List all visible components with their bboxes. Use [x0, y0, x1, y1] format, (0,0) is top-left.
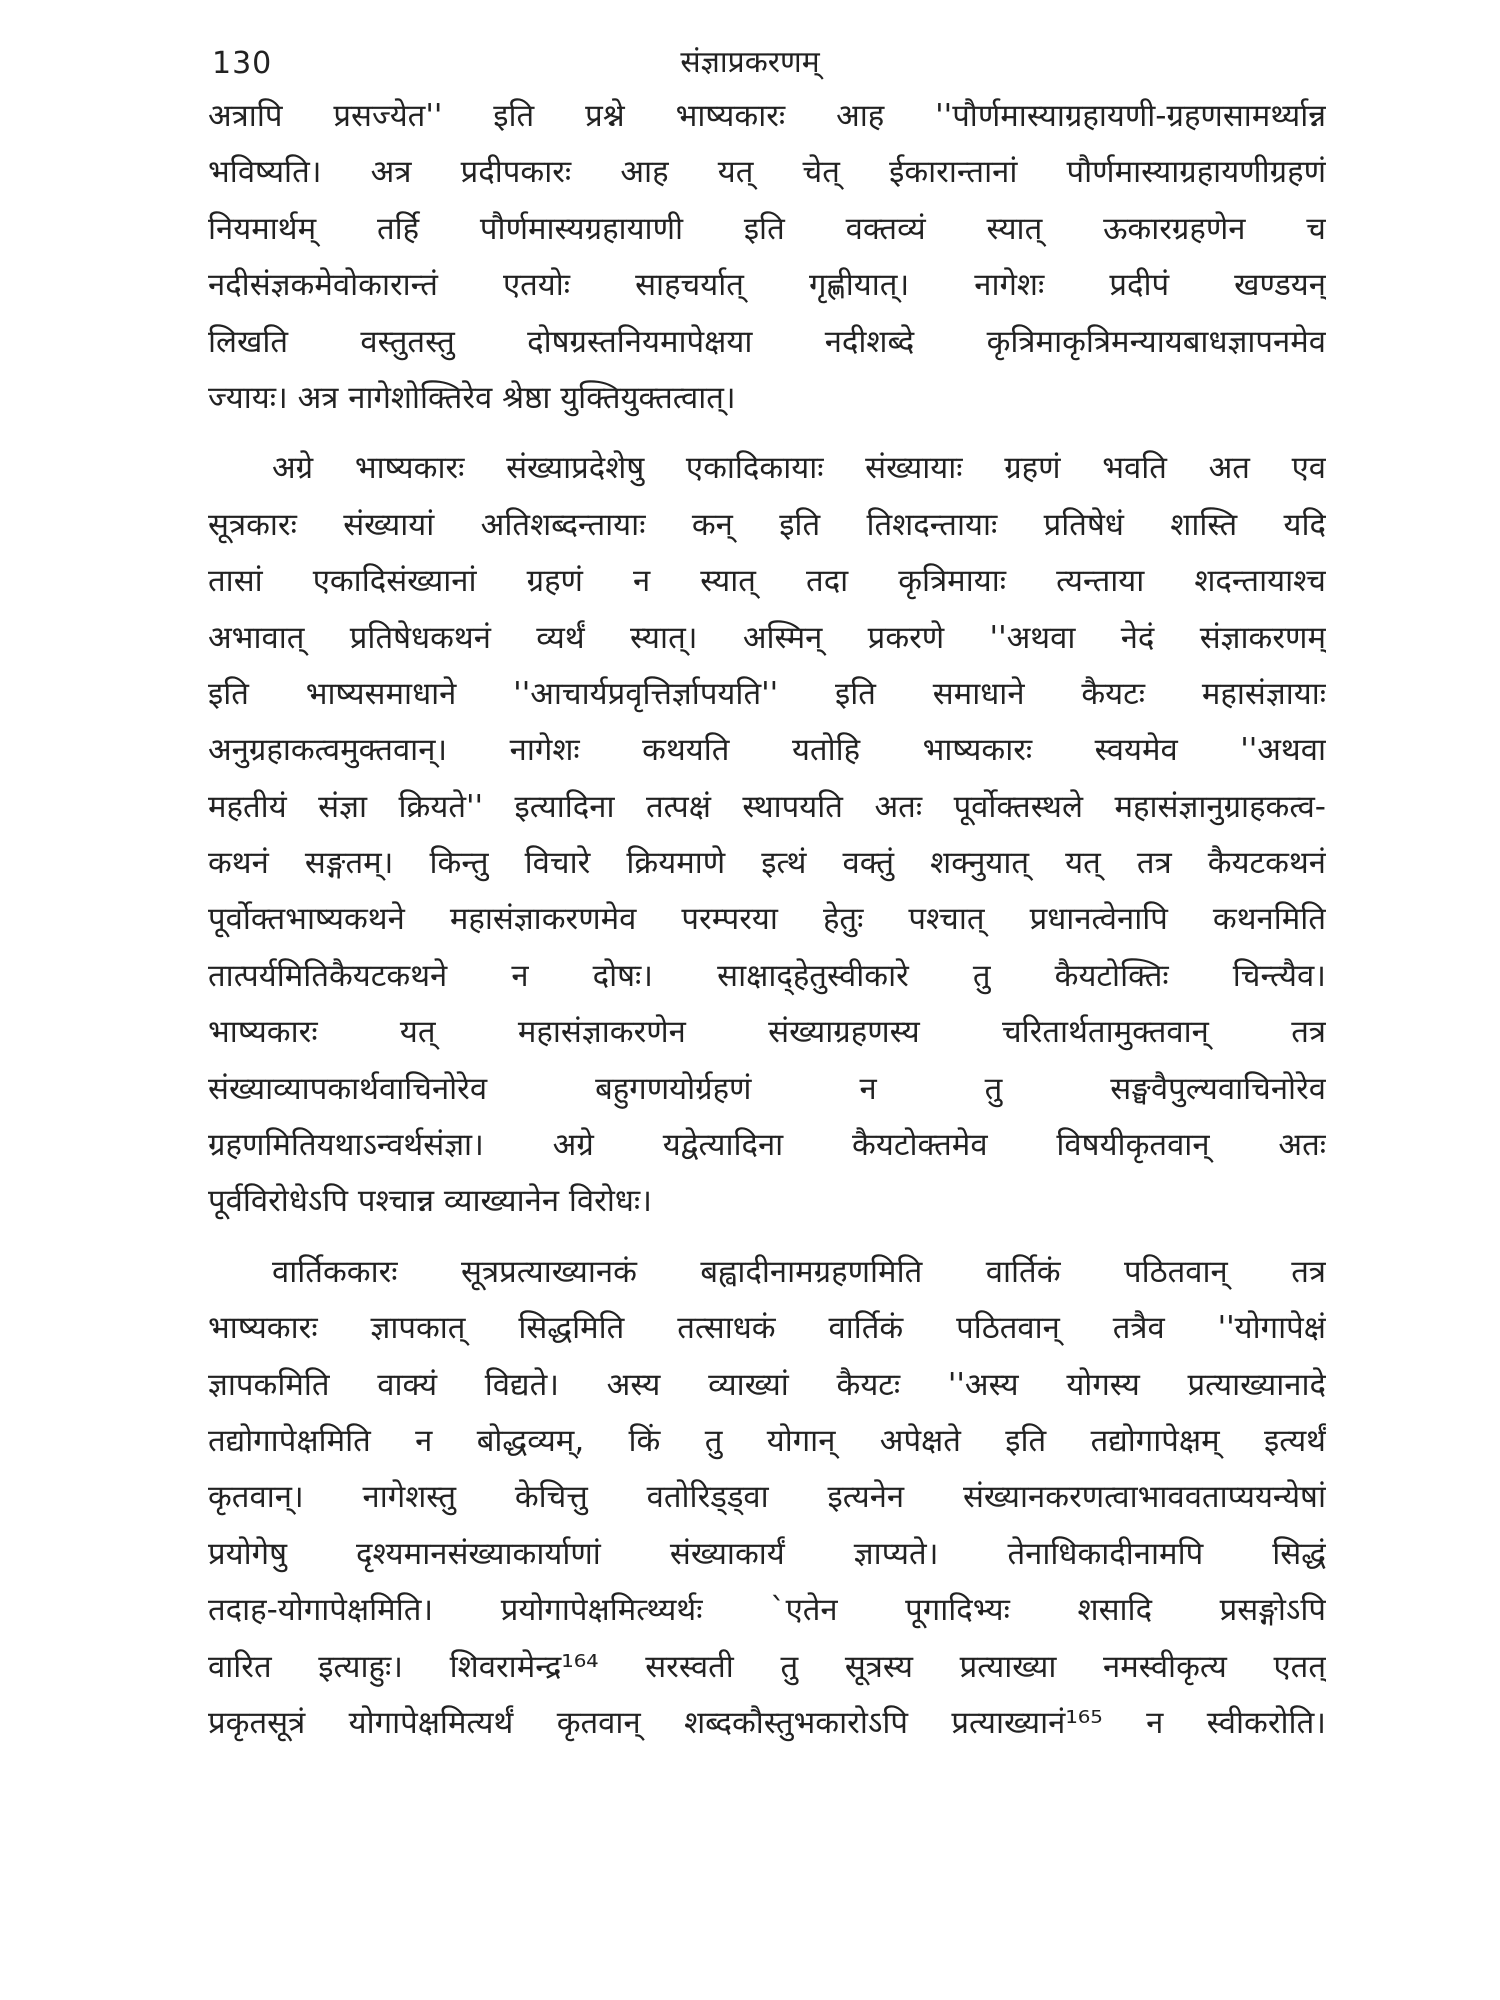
text-line: अनुग्रहाकत्वमुक्तवान्। नागेशः कथयति यतोहि भाष्यकारः स्वयमेव ''अथवा: [208, 732, 1326, 769]
paragraph-2: [208, 440, 1326, 1229]
paragraph-3: [208, 1244, 1326, 1752]
text-line: संख्याव्यापकार्थवाचिनोरेव बहुगणयोर्ग्रहणं न तु सङ्घवैपुल्यवाचिनोरेव: [208, 1070, 1326, 1107]
text-line: वार्तिककारः सूत्रप्रत्याख्यानकं बह्वादीनामग्रहणमिति वार्तिकं पठितवान् तत्र: [272, 1253, 1326, 1290]
text-line: इति भाष्यसमाधाने ''आचार्यप्रवृत्तिर्ज्ञापयति'' इति समाधाने कैयटः महासंज्ञायाः: [208, 675, 1326, 712]
text-line: अत्रापि प्रसज्येत'' इति प्रश्ने भाष्यकारः आह ''पौर्णमास्याग्रहायणी-ग्रहणसामर्थ्यान्न: [208, 98, 1326, 134]
text-line: महतीयं संज्ञा क्रियते'' इत्यादिना तत्पक्षं स्थापयति अतः पूर्वोक्तस्थले महासंज्ञानुग्राहकत्व-: [208, 788, 1326, 825]
text-line: भविष्यति। अत्र प्रदीपकारः आह यत् चेत् ईकारान्तानां पौर्णमास्याग्रहायणीग्रहणं: [208, 154, 1326, 191]
text-line: भाष्यकारः ज्ञापकात् सिद्धमिति तत्साधकं वार्तिकं पठितवान् तत्रैव ''योगापेक्षं: [208, 1310, 1326, 1347]
text-line: पूर्वविरोधेऽपि पश्चान्न व्याख्यानेन विरोधः।: [208, 1183, 652, 1220]
text-line: तात्पर्यमितिकैयटकथने न दोषः। साक्षाद्हेतुस्वीकारे तु कैयटोक्तिः चिन्त्यैव।: [208, 957, 1326, 994]
text-body: [208, 88, 1326, 1751]
text-line: तदाह-योगापेक्षमिति। प्रयोगापेक्षमित्थ्यर्थः `एतेन पूगादिभ्यः शसादि प्रसङ्गोऽपि: [208, 1592, 1326, 1629]
text-line: नदीसंज्ञकमेवोकारान्तं एतयोः साहचर्यात् गृह्णीयात्। नागेशः प्रदीपं खण्डयन्: [208, 267, 1326, 304]
text-line: कृतवान्। नागेशस्तु केचित्तु वतोरिड्ड्वा इत्यनेन संख्यानकरणत्वाभाववताप्ययन्येषां: [208, 1479, 1326, 1516]
text-line: प्रकृतसूत्रं योगापेक्षमित्यर्थं कृतवान् शब्दकौस्तुभकारोऽपि प्रत्याख्यानं¹⁶⁵ न स्वीकरोति।: [208, 1704, 1326, 1741]
text-line: तद्योगापेक्षमिति न बोद्धव्यम्, किं तु योगान् अपेक्षते इति तद्योगापेक्षम् इत्यर्थं: [208, 1422, 1326, 1459]
page-header: [0, 0, 1500, 100]
paragraph-1: [208, 88, 1326, 426]
text-line: भाष्यकारः यत् महासंज्ञाकरणेन संख्याग्रहणस्य चरितार्थतामुक्तवान् तत्र: [208, 1014, 1326, 1051]
text-line: पूर्वोक्तभाष्यकथने महासंज्ञाकरणमेव परम्परया हेतुः पश्चात् प्रधानत्वेनापि कथनमिति: [208, 901, 1326, 938]
text-line: वारित इत्याहुः। शिवरामेन्द्र¹⁶⁴ सरस्वती तु सूत्रस्य प्रत्याख्या नमस्वीकृत्य एतत्: [208, 1648, 1326, 1685]
text-line: अग्रे भाष्यकारः संख्याप्रदेशेषु एकादिकायाः संख्यायाः ग्रहणं भवति अत एव: [272, 450, 1326, 487]
text-line: ग्रहणमितियथाऽन्वर्थसंज्ञा। अग्रे यद्वेत्यादिना कैयटोक्तमेव विषयीकृतवान् अतः: [208, 1127, 1326, 1164]
text-line: ज्यायः। अत्र नागेशोक्तिरेव श्रेष्ठा युक्तियुक्तत्वात्।: [208, 379, 736, 416]
text-line: ज्ञापकमिति वाक्यं विद्यते। अस्य व्याख्यां कैयटः ''अस्य योगस्य प्रत्याख्यानादे: [208, 1366, 1326, 1403]
text-line: अभावात् प्रतिषेधकथनं व्यर्थं स्यात्। अस्मिन् प्रकरणे ''अथवा नेदं संज्ञाकरणम्: [208, 619, 1326, 656]
running-title: संज्ञाप्रकरणम्: [680, 45, 820, 80]
page-number: 130: [212, 46, 273, 81]
text-line: कथनं सङ्गतम्। किन्तु विचारे क्रियमाणे इत्थं वक्तुं शक्नुयात् यत् तत्र कैयटकथनं: [208, 845, 1326, 882]
text-line: सूत्रकारः संख्यायां अतिशब्दन्तायाः कन् इति तिशदन्तायाः प्रतिषेधं शास्ति यदि: [208, 506, 1326, 543]
text-line: तासां एकादिसंख्यानां ग्रहणं न स्यात् तदा कृत्रिमायाः त्यन्ताया शदन्तायाश्च: [208, 563, 1326, 600]
text-line: प्रयोगेषु दृश्यमानसंख्याकार्याणां संख्याकार्यं ज्ञाप्यते। तेनाधिकादीनामपि सिद्धं: [208, 1535, 1326, 1572]
text-line: लिखति वस्तुतस्तु दोषग्रस्तनियमापेक्षया नदीशब्दे कृत्रिमाकृत्रिमन्यायबाधज्ञापनमेव: [208, 323, 1326, 360]
text-line: नियमार्थम् तर्हि पौर्णमास्यग्रहायाणी इति वक्तव्यं स्यात् ऊकारग्रहणेन च: [208, 210, 1326, 247]
